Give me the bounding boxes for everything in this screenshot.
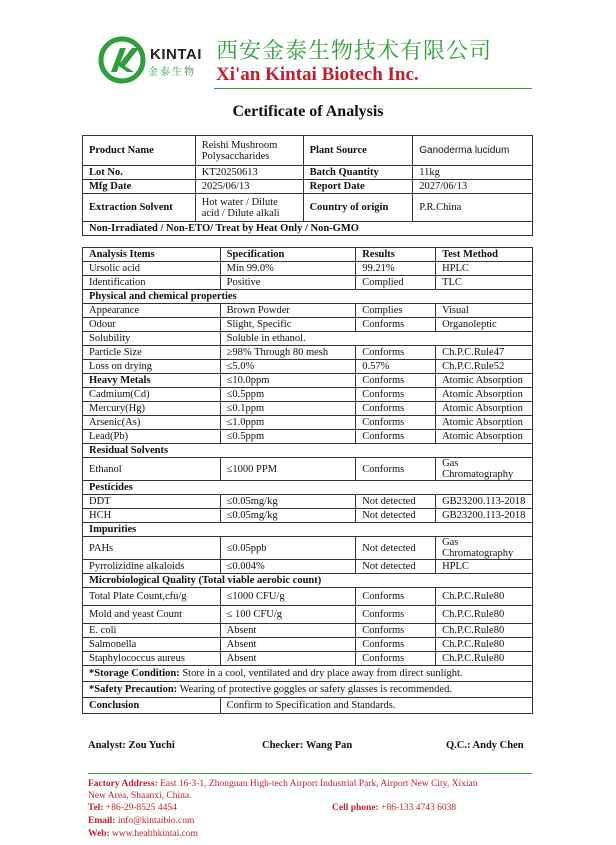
website[interactable]: Web: www.healthkintai.com xyxy=(88,829,198,839)
table-row: Loss on drying ≤5.0% 0.57% Ch.P.C.Rule52 xyxy=(83,360,533,374)
table-row: E. coli Absent Conforms Ch.P.C.Rule80 xyxy=(83,624,533,638)
email[interactable]: Email: info@kintaibio.com xyxy=(88,816,195,826)
table-row: Lead(Pb) ≤0.5ppm Conforms Atomic Absorption xyxy=(83,430,533,444)
table-row: Mold and yeast Count ≤ 100 CFU/g Conforms Ch.P.C.Rule80 xyxy=(83,606,533,624)
table-row: Mercury(Hg) ≤0.1ppm Conforms Atomic Absorption xyxy=(83,402,533,416)
table-row: PAHs ≤0.05ppb Not detected Gas Chromatography xyxy=(83,537,533,560)
batch-value: 11kg xyxy=(413,166,533,180)
section-row: Residual Solvents xyxy=(83,444,533,458)
section-row: Impurities xyxy=(83,523,533,537)
checker-signature: Checker: Wang Pan xyxy=(262,740,353,751)
report-date-label: Report Date xyxy=(303,180,413,194)
header-divider xyxy=(214,88,532,89)
logo-text-english: KINTAI xyxy=(150,46,202,63)
origin-label: Country of origin xyxy=(303,194,413,222)
mfg-date-label: Mfg Date xyxy=(83,180,196,194)
qc-signature: Q.C.: Andy Chen xyxy=(446,740,524,751)
header-results: Results xyxy=(356,248,436,262)
analysis-table xyxy=(82,247,533,714)
lot-value: KT20250613 xyxy=(195,166,303,180)
report-date-value: 2027/06/13 xyxy=(413,180,533,194)
product-name-label: Product Name xyxy=(83,136,196,166)
header-items: Analysis Items xyxy=(83,248,221,262)
table-row: Ursolic acid Min 99.0% 99.21% HPLC xyxy=(83,262,533,276)
factory-address: Factory Address: East 16-3-1, Zhongnan High-tech Airport Industrial Park, Airport New City, Xixian New Area, Shaanxi, China. xyxy=(88,779,478,801)
section-row: Microbiological Quality (Total viable aerobic count) xyxy=(83,574,533,588)
processing-statement: Non-Irradiated / Non-ETO/ Treat by Heat Only / Non-GMO xyxy=(83,222,533,236)
table-row: Pyrrolizidine alkaloids ≤0.004% Not detected HPLC xyxy=(83,560,533,574)
cell-phone: Cell phone: +86-133 4743 6038 xyxy=(332,803,457,813)
kintai-logo-icon xyxy=(98,36,146,84)
plant-source-value: Ganoderma lucidum xyxy=(413,136,533,166)
extraction-solvent-value: Hot water / Dilute acid / Dilute alkali xyxy=(195,194,303,222)
table-row: Heavy Metals ≤10.0ppm Conforms Atomic Absorption xyxy=(83,374,533,388)
header-method: Test Method xyxy=(436,248,533,262)
table-row: Identification Positive Complied TLC xyxy=(83,276,533,290)
table-row: DDT ≤0.05mg/kg Not detected GB23200.113-2018 xyxy=(83,495,533,509)
origin-value: P.R.China xyxy=(413,194,533,222)
table-row: Cadmium(Cd) ≤0.5ppm Conforms Atomic Absorption xyxy=(83,388,533,402)
product-info-table xyxy=(82,135,533,236)
table-row: Staphylococcus aureus Absent Conforms Ch.P.C.Rule80 xyxy=(83,652,533,666)
document-title: Certificate of Analysis xyxy=(232,103,384,120)
footer-divider xyxy=(88,773,532,774)
company-name-english: Xi'an Kintai Biotech Inc. xyxy=(216,64,419,85)
safety-precaution-row: *Safety Precaution: Wearing of protective goggles or safety glasses is recommended. xyxy=(83,682,533,698)
company-logo xyxy=(98,36,146,89)
storage-condition-row: *Storage Condition: Store in a cool, ventilated and dry place away from direct sunlight. xyxy=(83,666,533,682)
analyst-signature: Analyst: Zou Yuchi xyxy=(88,740,175,751)
table-row: Total Plate Count,cfu/g ≤1000 CFU/g Conforms Ch.P.C.Rule80 xyxy=(83,588,533,606)
table-row: Ethanol ≤1000 PPM Conforms Gas Chromatography xyxy=(83,458,533,481)
table-row: Salmonella Absent Conforms Ch.P.C.Rule80 xyxy=(83,638,533,652)
lot-label: Lot No. xyxy=(83,166,196,180)
product-name-value: Reishi Mushroom Polysaccharides xyxy=(195,136,303,166)
telephone: Tel: +86-29-8525 4454 xyxy=(88,803,177,813)
logo-text-chinese: 金泰生物 xyxy=(148,67,196,78)
plant-source-label: Plant Source xyxy=(303,136,413,166)
mfg-date-value: 2025/06/13 xyxy=(195,180,303,194)
header-specification: Specification xyxy=(220,248,356,262)
conclusion-row: Conclusion Confirm to Specification and Standards. xyxy=(83,698,533,714)
table-row: Particle Size ≥98% Through 80 mesh Conforms Ch.P.C.Rule47 xyxy=(83,346,533,360)
company-name-chinese: 西安金泰生物技术有限公司 xyxy=(216,39,493,64)
table-row: HCH ≤0.05mg/kg Not detected GB23200.113-2018 xyxy=(83,509,533,523)
batch-label: Batch Quantity xyxy=(303,166,413,180)
extraction-solvent-label: Extraction Solvent xyxy=(83,194,196,222)
table-row: Arsenic(As) ≤1.0ppm Conforms Atomic Absorption xyxy=(83,416,533,430)
section-row: Pesticides xyxy=(83,481,533,495)
analysis-header-row xyxy=(83,248,533,262)
table-row: Appearance Brown Powder Complies Visual xyxy=(83,304,533,318)
table-row: Odour Slight, Specific Conforms Organoleptic xyxy=(83,318,533,332)
section-row: Physical and chemical properties xyxy=(83,290,533,304)
table-row: Solubility Soluble in ethanol. xyxy=(83,332,533,346)
